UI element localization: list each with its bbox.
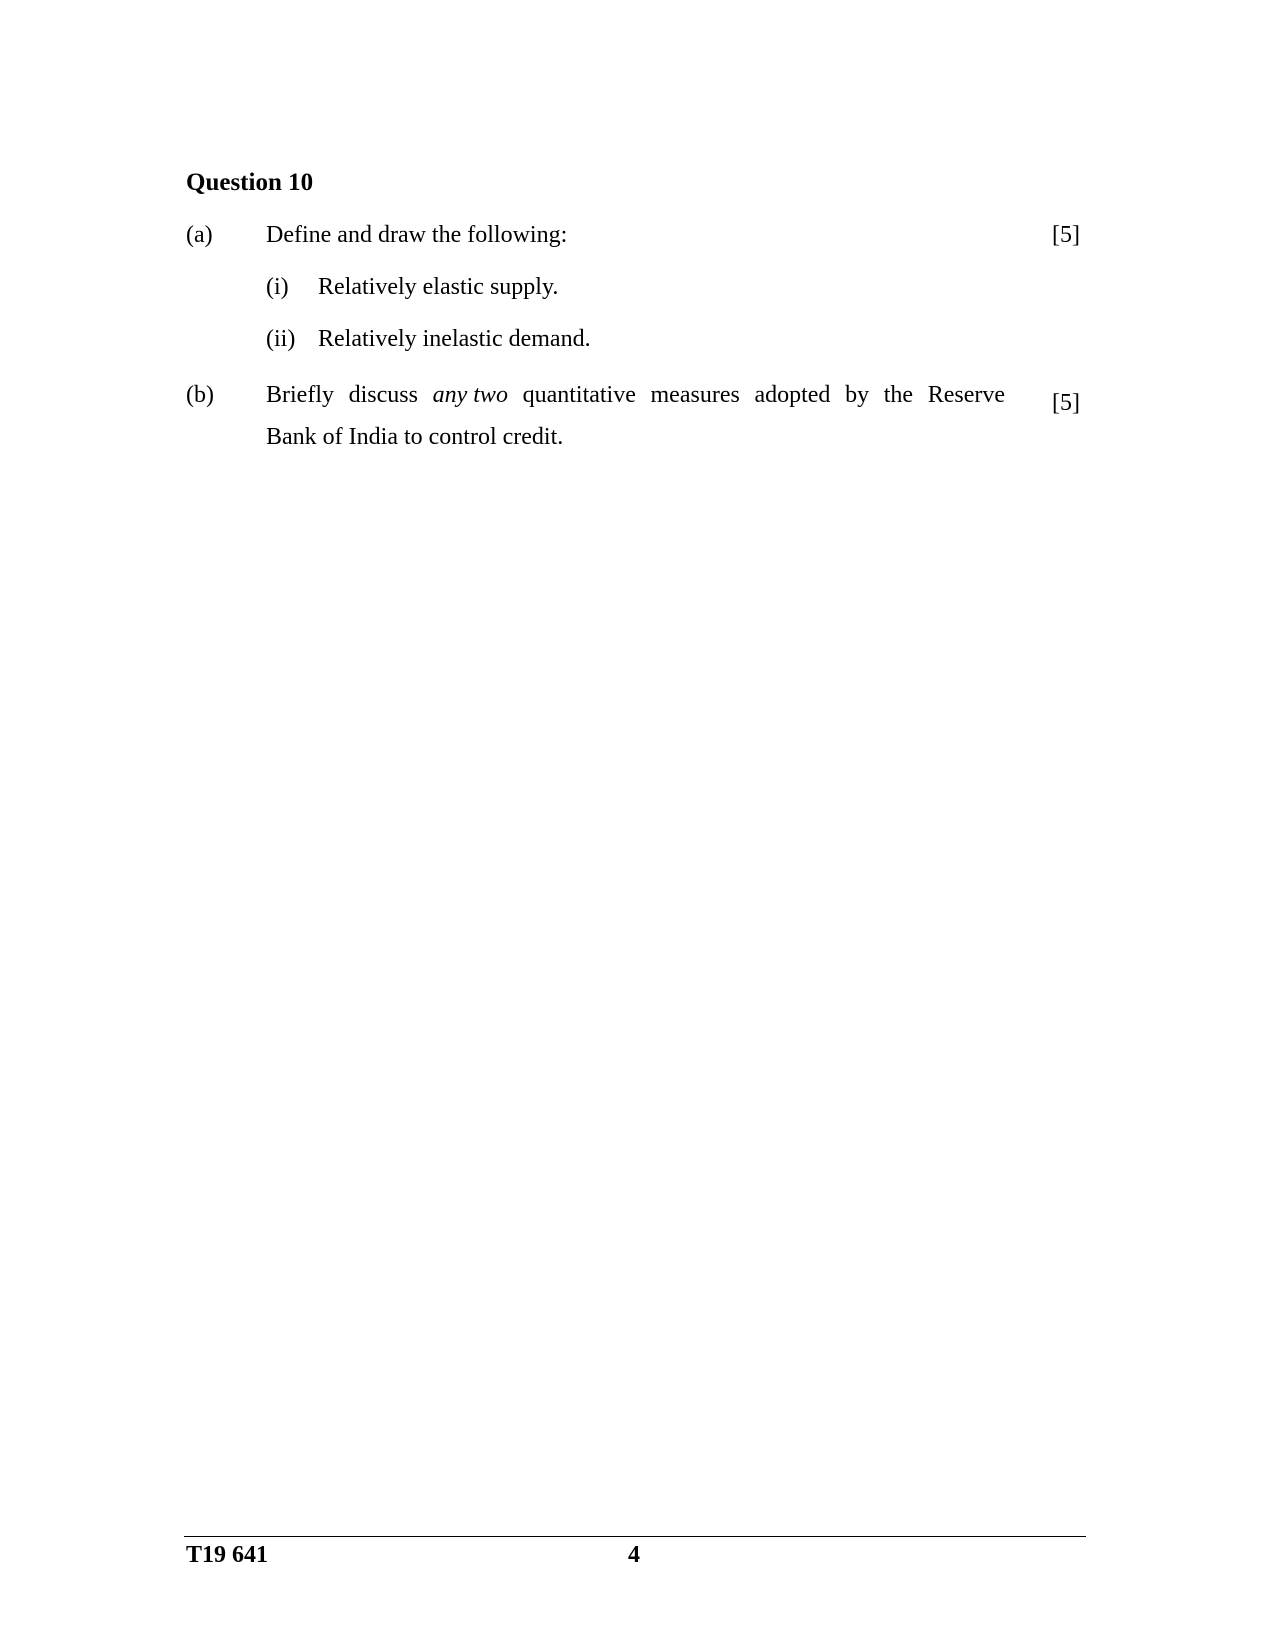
part-a-marks: [5] bbox=[1052, 222, 1080, 248]
subpart-ii-label: (ii) bbox=[266, 326, 296, 352]
footer-paper-code: T19 641 bbox=[186, 1542, 269, 1568]
subpart-i-text: Relatively elastic supply. bbox=[318, 274, 559, 300]
part-b-word: measures bbox=[650, 382, 740, 408]
footer-divider bbox=[184, 1536, 1086, 1537]
part-b-line-1 bbox=[266, 380, 1005, 410]
part-b-word: the bbox=[883, 382, 914, 408]
subpart-ii-text: Relatively inelastic demand. bbox=[318, 326, 591, 352]
part-b-word: Briefly bbox=[266, 382, 334, 408]
part-b-emphasis: any two bbox=[432, 382, 508, 408]
part-b-word: discuss bbox=[348, 382, 418, 408]
part-b-word: adopted bbox=[754, 382, 831, 408]
part-b-word: Reserve bbox=[927, 382, 1005, 408]
subpart-i-label: (i) bbox=[266, 274, 289, 300]
footer-page-number: 4 bbox=[628, 1542, 640, 1568]
part-a-text: Define and draw the following: bbox=[266, 222, 568, 248]
part-b-marks: [5] bbox=[1052, 390, 1080, 416]
part-b-label: (b) bbox=[186, 382, 214, 408]
part-b-word: quantitative bbox=[522, 382, 636, 408]
part-b-word: by bbox=[845, 382, 870, 408]
part-b-line-2: Bank of India to control credit. bbox=[266, 424, 564, 450]
question-title: Question 10 bbox=[186, 169, 314, 196]
part-a-label: (a) bbox=[186, 222, 213, 248]
